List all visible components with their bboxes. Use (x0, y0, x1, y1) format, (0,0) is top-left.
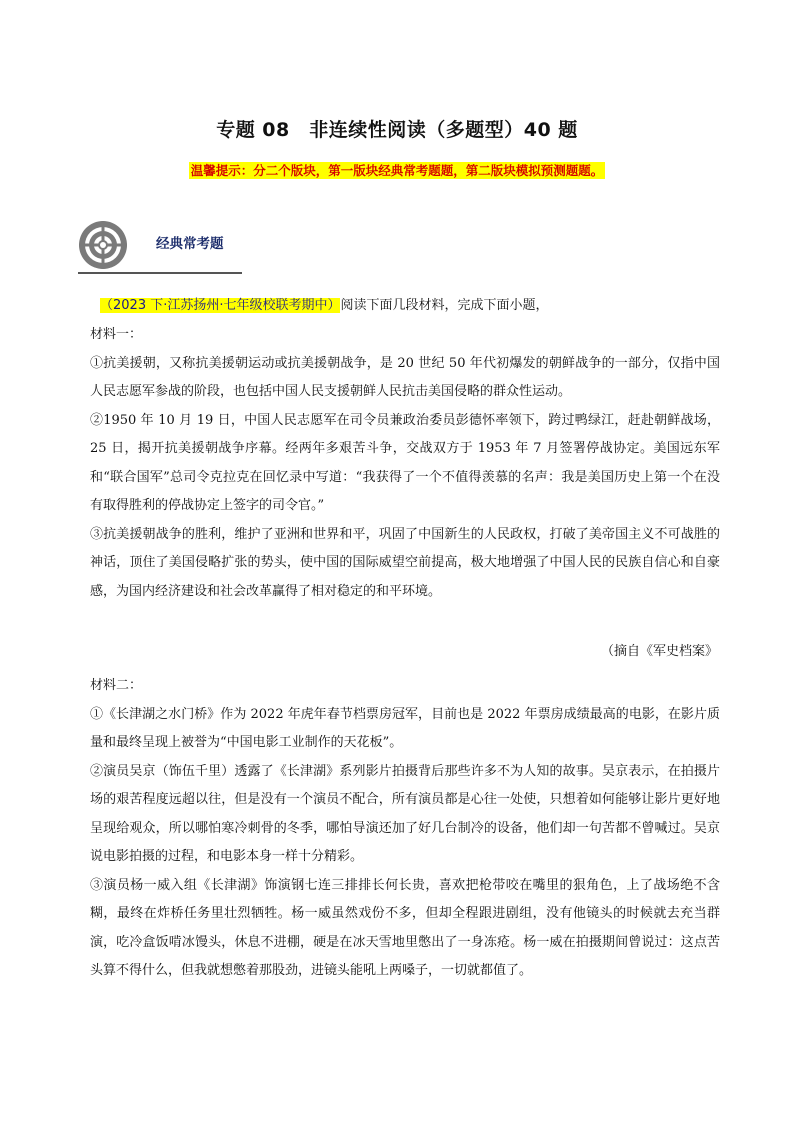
material2-paragraph-2: ②演员吴京（饰伍千里）透露了《长津湖》系列影片拍摄背后那些许多不为人知的故事。吴京表示，在拍摄片场的艰苦程度远超以往，但是没有一个演员不配合，所有演员都是心往一处使，只想着如何能够让影片更好地呈现给观众，所以哪怕寒冷刺骨的冬季，哪怕导演还加了好几台制冷的设备，他们却一句苦都不曾喊过。吴京说电影拍摄的过程，和电影本身一样十分精彩。 (90, 763, 720, 864)
material2-paragraph-3: ③演员杨一威入组《长津湖》饰演钢七连三排排长何长贵，喜欢把枪带咬在嘴里的狠角色，上了战场绝不含糊，最终在炸桥任务里壮烈牺牲。杨一威虽然戏份不多，但却全程跟进剧组，没有他镜头的时候就去充当群演，吃冷盒饭啃冰馒头，休息不进棚，硬是在冰天雪地里憋出了一身冻疮。杨一威在拍摄期间曾说过：这点苦头算不得什么，但我就想憋着那股劲，进镜头能吼上两嗓子，一切就都值了。 (90, 877, 720, 978)
section-underline (78, 272, 242, 274)
page-title: 专题 08 非连续性阅读（多题型）40 题 (216, 119, 578, 141)
material1-paragraph-1: ①抗美援朝，又称抗美援朝运动或抗美援朝战争，是 20 世纪 50 年代初爆发的朝鲜战争的一部分，仅指中国人民志愿军参战的阶段，也包括中国人民支援朝鲜人民抗击美国侵略的群众性运动。 (90, 355, 720, 399)
target-icon (78, 220, 128, 270)
material2-paragraph-1: ①《长津湖之水门桥》作为 2022 年虎年春节档票房冠军，目前也是 2022 年票房成绩最高的电影，在影片质量和最终呈现上被誉为“中国电影工业制作的天花板”。 (90, 706, 720, 750)
source-instruction: 阅读下面几段材料，完成下面小题， (340, 298, 549, 313)
material1-paragraph-3: ③抗美援朝战争的胜利，维护了亚洲和世界和平，巩固了中国新生的人民政权，打破了美帝国主义不可战胜的神话，顶住了美国侵略扩张的势头，使中国的国际威望空前提高，极大地增强了中国人民的民族自信心和自豪感，为国内经济建设和社会改革赢得了相对稳定的和平环境。 (90, 526, 720, 599)
material1-heading: 材料一： (90, 327, 143, 342)
material2-block (90, 672, 720, 986)
material1-block (90, 321, 720, 606)
tip-text: 温馨提示：分二个版块，第一版块经典常考题题，第二版块模拟预测题题。 (190, 163, 604, 178)
section-header (78, 220, 242, 274)
source-line (100, 294, 549, 313)
tip-banner (0, 160, 794, 179)
material2-heading: 材料二： (90, 678, 143, 693)
material1-paragraph-2: ②1950 年 10 月 19 日，中国人民志愿军在司令员兼政治委员彭德怀率领下，跨过鸭绿江，赶赴朝鲜战场，25 日，揭开抗美援朝战争序幕。经两年多艰苦斗争，交战双方于 1953 年 7 月签署停战协定。美国远东军和“联合国军”总司令克拉克在回忆录中写道：“我获得了一个不值得羡慕的名声：我是美国历史上第一个在没有取得胜利的停战协定上签字的司令官。” (90, 412, 720, 513)
source-tag: （2023 下·江苏扬州·七年级校联考期中） (100, 298, 341, 313)
section-label: 经典常考题 (156, 236, 224, 252)
material1-attribution: （摘自《军史档案》 (600, 644, 718, 659)
